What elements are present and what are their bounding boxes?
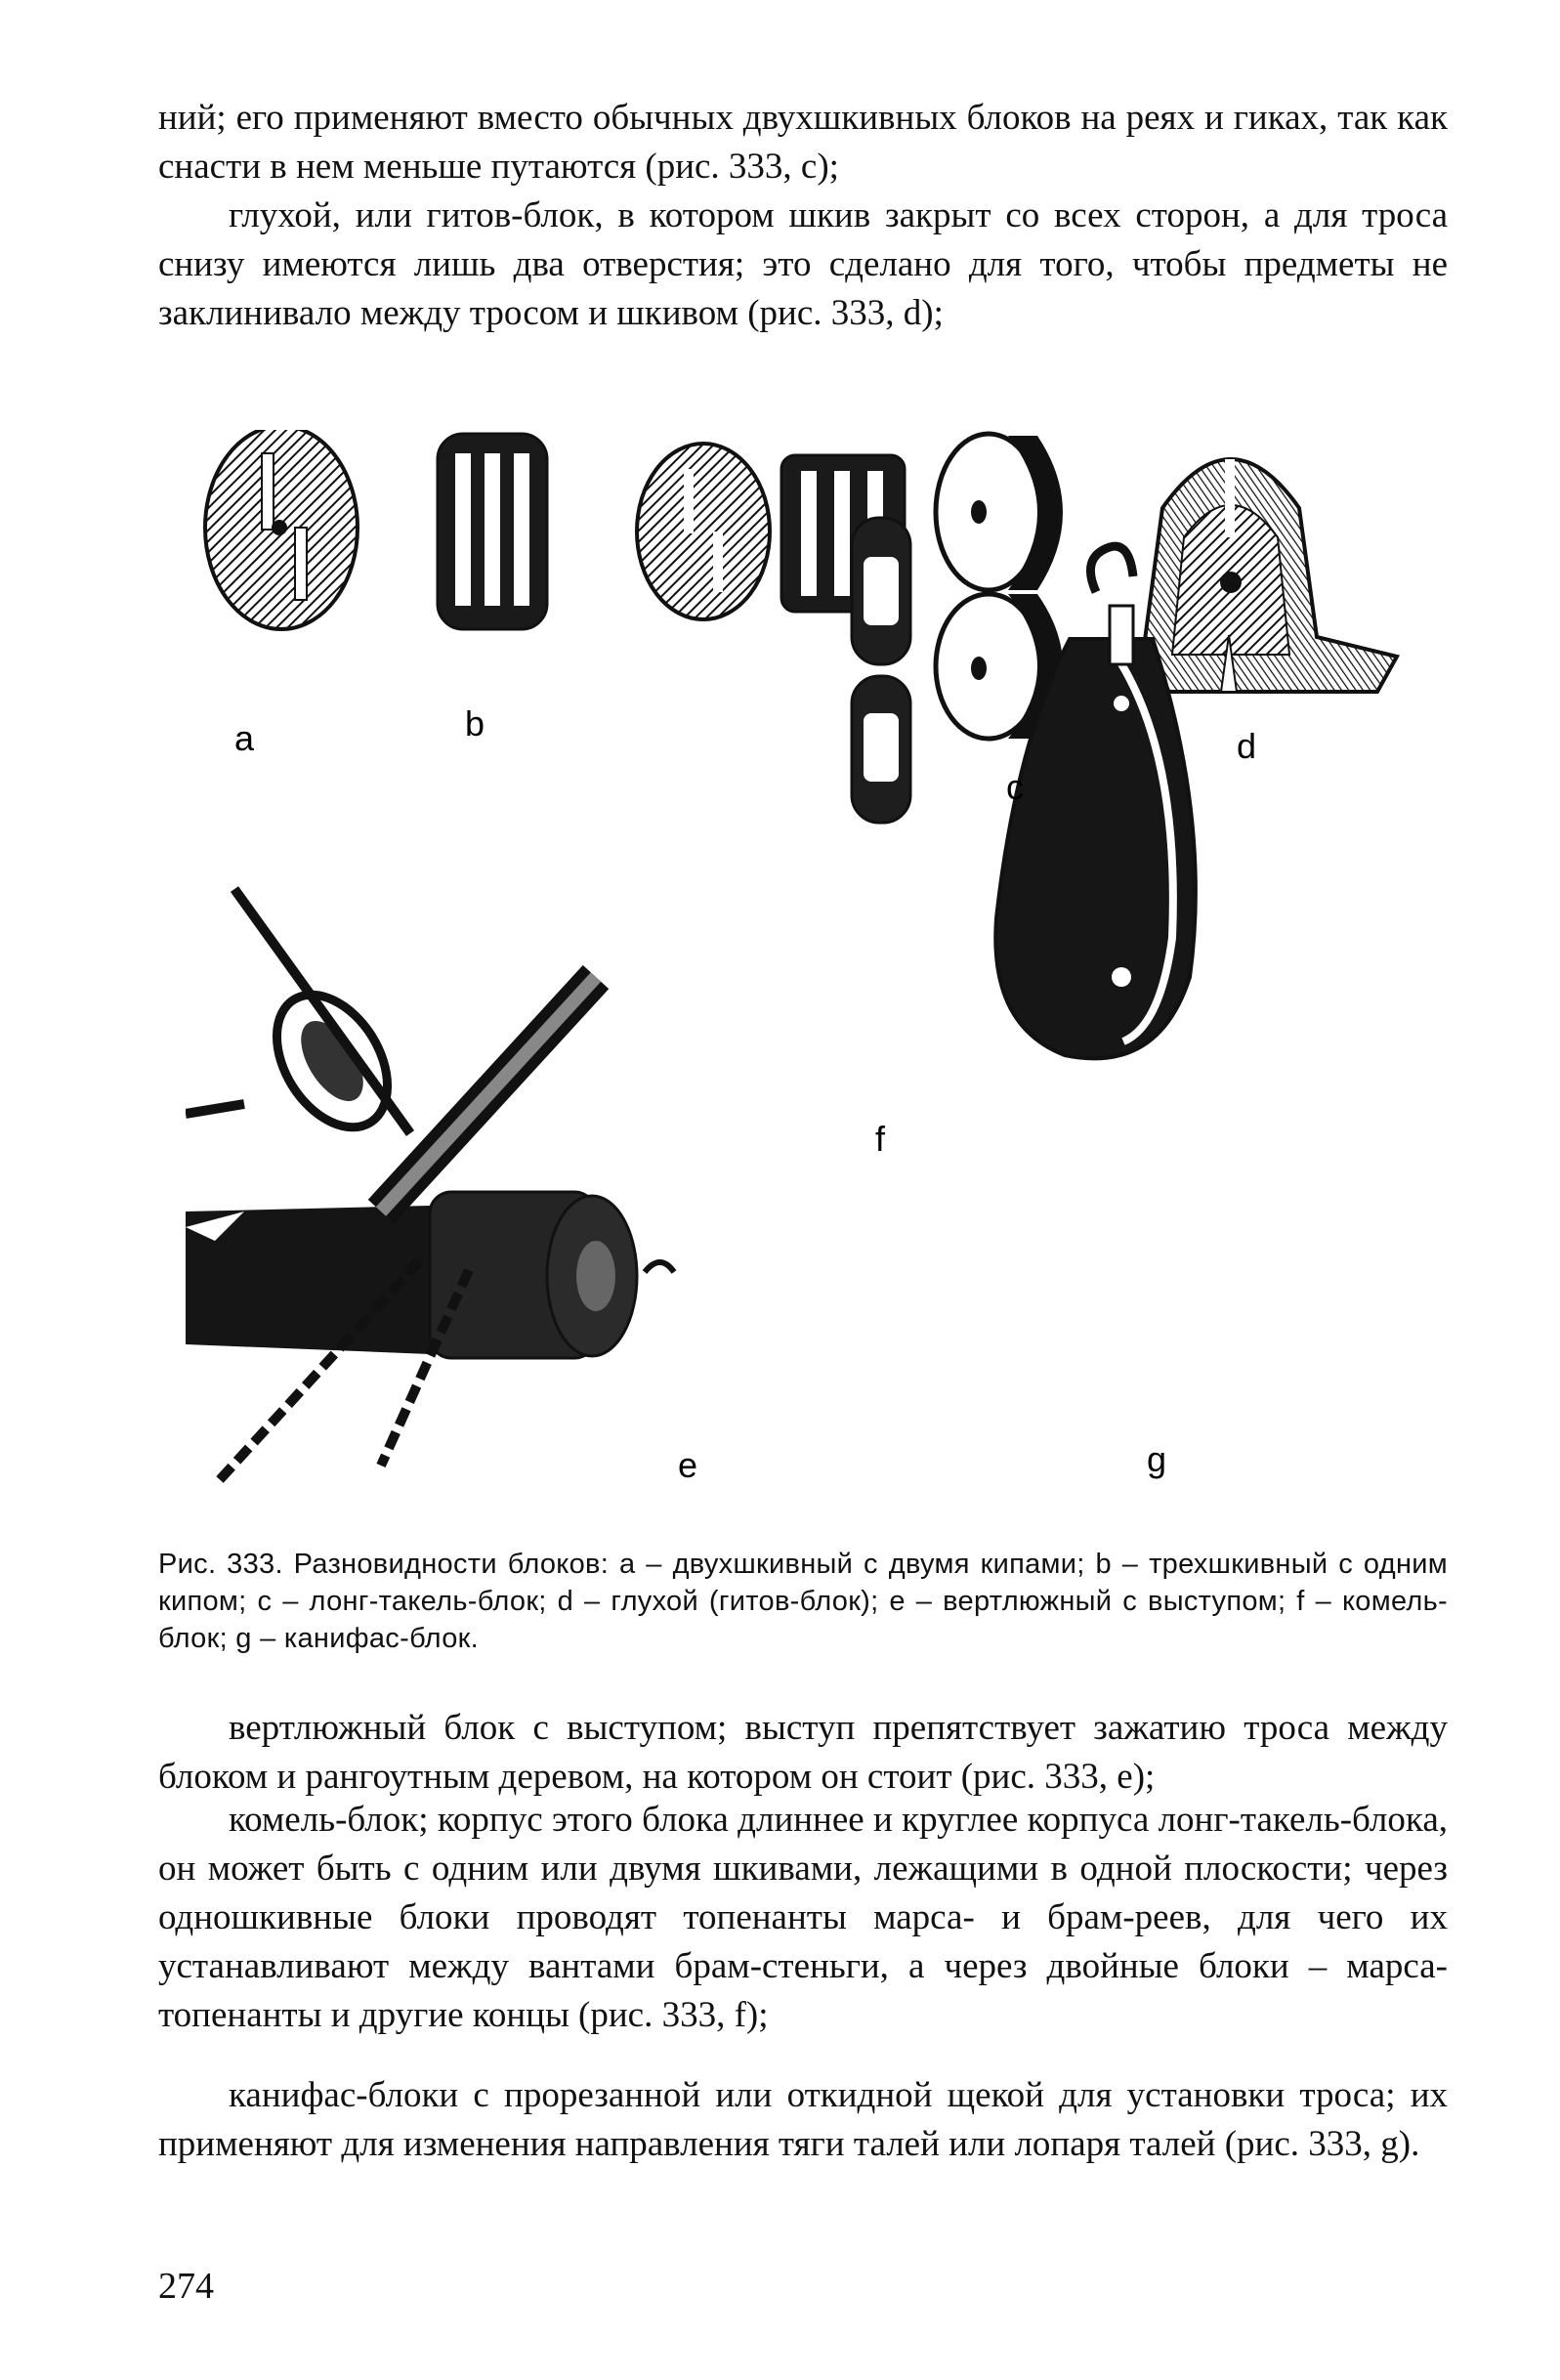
block-b-drawing — [438, 434, 905, 629]
figure-333-blocks — [186, 430, 1436, 1514]
figure-caption: Рис. 333. Разновидности блоков: a – двухшкивный с двумя кипами; b – трехшкивный с одним кипом; c – лонг-такель-блок; d – глухой (гитов-блок); e – вертлюжный с выступом; f – комель-блок; g – канифас-блок. — [158, 1549, 1448, 1654]
label-d: d — [1237, 726, 1257, 766]
block-d-drawing — [1133, 459, 1397, 692]
paragraph-snatch-block: канифас-блоки с прорезанной или откидной щекой для установки троса; их применяют для изменения направления тяги талей или лопаря талей (рис. 333, g). — [158, 2075, 1448, 2164]
paragraph-gitov-block: глухой, или гитов-блок, в котором шкив закрыт со всех сторон, а для троса снизу имеются лишь два отверстия; это сделано для того, чтобы предметы не заклинивало между тросом и шкивом (рис. 333, d); — [158, 195, 1448, 333]
paragraph-shoulder-block: комель-блок; корпус этого блока длиннее и круглее корпуса лонг-такель-блока, он может быть с одним или двумя шкивами, лежащими в одной плоскости; через одношкивные блоки проводят топенанты марса- и брам-реев, для чего их устанавливают между вантами брам-стеньги, а через двойные блоки – марса-топенанты и другие концы (рис. 333, f); — [158, 1800, 1448, 2035]
paragraph-continuation: ний; его применяют вместо обычных двухшкивных блоков на реях и гиках, так как снасти в нем меньше путаются (рис. 333, c); — [158, 98, 1448, 187]
block-f-drawing — [852, 518, 910, 823]
page-number: 274 — [158, 2266, 214, 2307]
label-f: f — [875, 1119, 886, 1159]
paragraph-swivel-block: вертлюжный блок с выступом; выступ препятствует зажатию троса между блоком и рангоутным деревом, на котором он стоит (рис. 333, e); — [158, 1708, 1448, 1797]
label-e: e — [678, 1445, 698, 1485]
label-c: c — [1006, 767, 1024, 807]
label-g: g — [1147, 1439, 1167, 1479]
label-b: b — [465, 703, 485, 744]
block-a-drawing — [205, 430, 905, 629]
block-e-drawing — [186, 889, 674, 1485]
label-a: a — [234, 718, 255, 758]
